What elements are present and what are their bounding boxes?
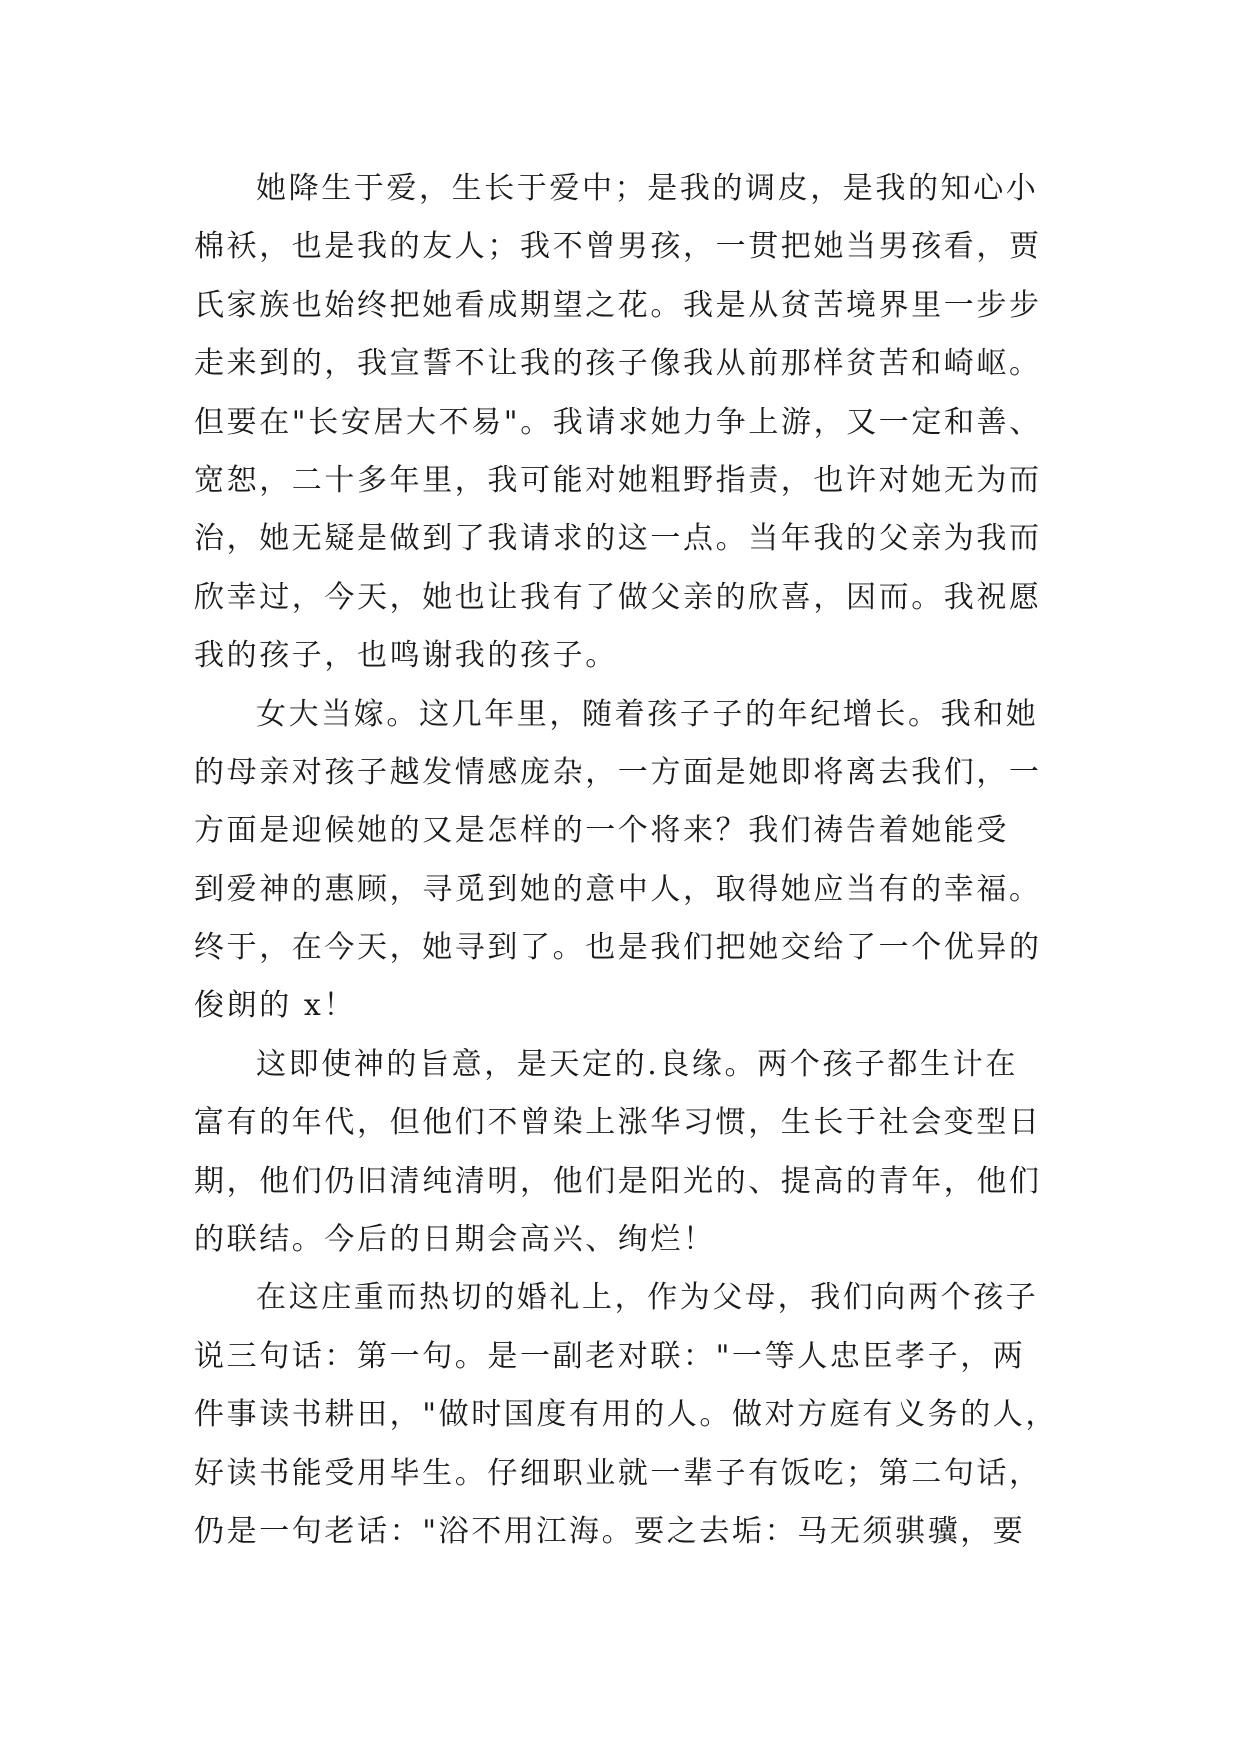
text-line: 这即使神的旨意，是天定的.良缘。两个孩子都生计在: [256, 1046, 1018, 1082]
text-line: 好读书能受用毕生。仔细职业就一辈子有饭吃；第二句话，: [194, 1455, 1042, 1491]
text-line: 她降生于爱，生长于爱中；是我的调皮，是我的知心小: [256, 171, 1039, 206]
text-line: 仍是一句老话："浴不用江海。要之去垢：马无须骐骥，要: [194, 1513, 1026, 1549]
text-line: 氏家族也始终把她看成期望之花。我是从贫苦境界里一步步: [194, 287, 1042, 323]
text-line: 在这庄重而热切的婚礼上，作为父母，我们向两个孩子: [256, 1280, 1039, 1316]
text-line: 走来到的，我宣誓不让我的孩子像我从前那样贫苦和崎岖。: [194, 346, 1042, 382]
text-line: 宽恕，二十多年里，我可能对她粗野指责，也许对她无为而: [194, 462, 1042, 498]
text-line: 件事读书耕田，"做时国度有用的人。做对方庭有义务的人，: [194, 1397, 1058, 1433]
text-line: 富有的年代，但他们不曾染上涨华习惯，生长于社会变型日: [194, 1105, 1042, 1141]
text-line: 治，她无疑是做到了我请求的这一点。当年我的父亲为我而: [194, 521, 1042, 557]
text-line: 终于，在今天，她寻到了。也是我们把她交给了一个优异的: [194, 930, 1042, 966]
text-line: 我的孩子，也鸣谢我的孩子。: [194, 638, 618, 674]
text-line: 的母亲对孩子越发情感庞杂，一方面是她即将离去我们，一: [194, 754, 1042, 790]
text-line: 说三句话：第一句。是一副老对联："一等人忠臣孝子，两: [194, 1338, 1026, 1374]
text-line: 到爱神的惠顾，寻觅到她的意中人，取得她应当有的幸福。: [194, 871, 1042, 907]
text-line: 的联结。今后的日期会高兴、绚烂！: [194, 1222, 716, 1258]
text-line: 方面是迎候她的又是怎样的一个将来？我们祷告着她能受: [194, 813, 1009, 849]
text-line: 但要在"长安居大不易"。我请求她力争上游，又一定和善、: [194, 404, 1042, 440]
text-line: 期，他们仍旧清纯清明，他们是阳光的、提高的青年，他们: [194, 1163, 1042, 1199]
text-line: 欣幸过，今天，她也让我有了做父亲的欣喜，因而。我祝愿: [194, 579, 1042, 615]
document-body: [194, 160, 1074, 1561]
text-line: 女大当嫁。这几年里，随着孩子子的年纪增长。我和她: [256, 696, 1039, 732]
text-line: 棉袄，也是我的友人；我不曾男孩，一贯把她当男孩看，贾: [194, 229, 1042, 265]
text-line: 俊朗的 x！: [194, 988, 357, 1024]
